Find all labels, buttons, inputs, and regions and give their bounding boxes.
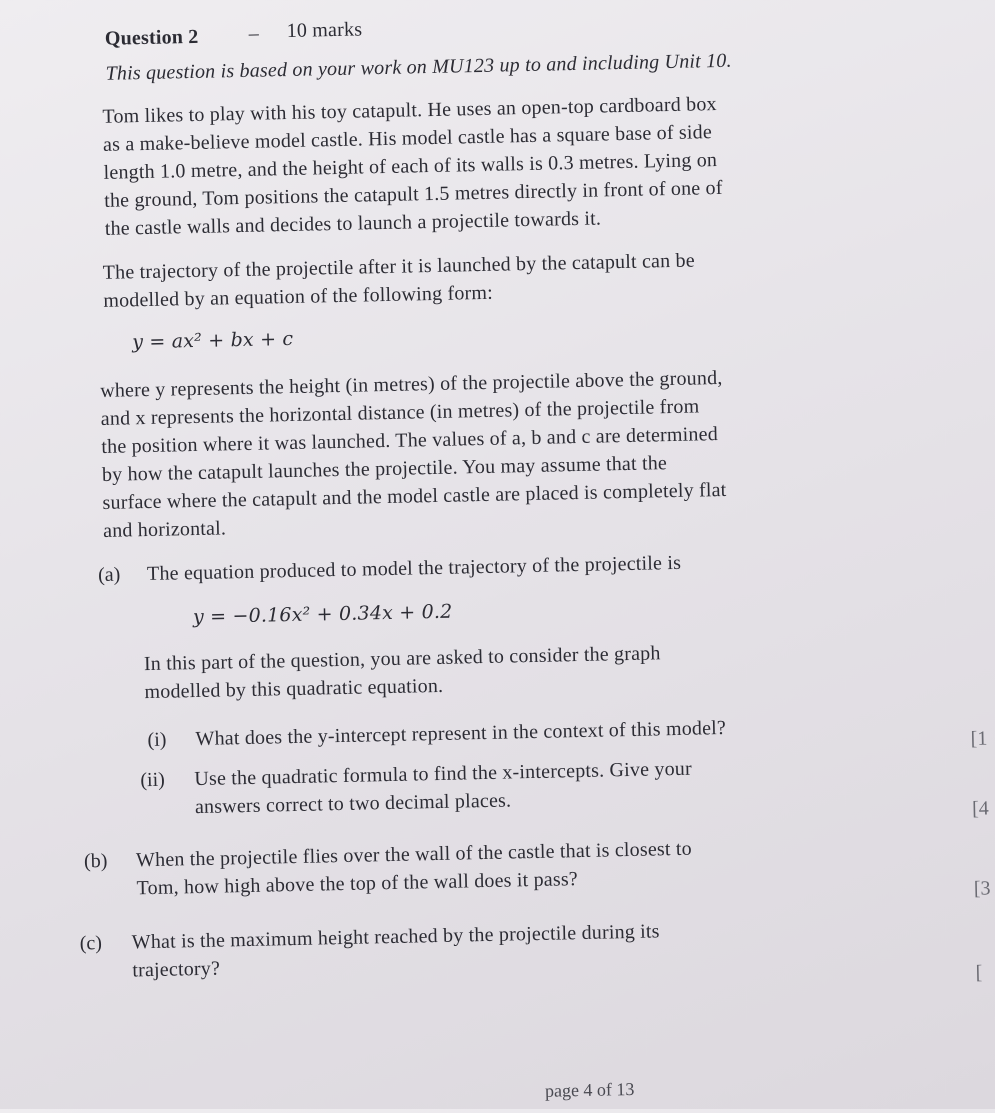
part-a-ii-line: answers correct to two decimal places. [194, 789, 512, 819]
question-title: Question 2 [104, 25, 199, 50]
para3-line: and x represents the horizontal distance (in metres) of the projectile from [100, 395, 700, 430]
part-a-ii-mark: [4 [971, 797, 990, 820]
part-c-label: (c) [79, 932, 103, 955]
part-c-line: trajectory? [132, 957, 221, 982]
para1-line: the ground, Tom positions the catapult 1.5 metres directly in front of one of [103, 176, 723, 212]
para1-line: the castle walls and decides to launch a projectile towards it. [104, 207, 602, 240]
part-a-i-mark: [1 [970, 727, 988, 750]
para3-line: and horizontal. [102, 517, 227, 542]
para2-line: The trajectory of the projectile after it is launched by the catapult can be [102, 249, 696, 284]
part-a-ii-line: Use the quadratic formula to find the x-intercepts. Give your [194, 757, 693, 791]
part-a-context-line: modelled by this quadratic equation. [144, 674, 444, 704]
general-equation: y = ax² + bx + c [131, 327, 294, 354]
para3-line: surface where the catapult and the model castle are placed is completely flat [102, 478, 727, 514]
page-number: page 4 of 13 [544, 1078, 635, 1101]
part-c-line: What is the maximum height reached by the projectile during its [131, 920, 660, 954]
part-b-mark: [3 [973, 877, 991, 900]
part-a-ii-label: (ii) [140, 768, 166, 792]
part-b-label: (b) [83, 849, 108, 873]
para3-line: the position where it was launched. The values of a, b and c are determined [101, 423, 719, 458]
para3-line: by how the catapult launches the projectile. You may assume that the [101, 452, 668, 486]
header-dash: – [248, 22, 260, 45]
para1-line: as a make-believe model castle. His model castle has a square base of side [102, 121, 713, 156]
part-c-mark: [ [975, 961, 983, 984]
para3-line: where y represents the height (in metres) of the projectile above the ground, [99, 366, 723, 402]
part-b-line: Tom, how high above the top of the wall does it pass? [136, 868, 579, 900]
part-a-equation: y = −0.16x² + 0.34x + 0.2 [192, 600, 453, 629]
para2-line: modelled by an equation of the following form: [103, 281, 494, 312]
part-a-i-text: What does the y-intercept represent in the context of this model? [195, 716, 727, 751]
part-a-label: (a) [97, 563, 121, 587]
para1-line: length 1.0 metre, and the height of each of its walls is 0.3 metres. Lying on [103, 149, 718, 184]
question-marks: 10 marks [286, 18, 363, 42]
intro-text: This question is based on your work on MU123 up to and including Unit 10. [105, 49, 732, 85]
part-b-line: When the projectile flies over the wall of the castle that is closest to [135, 837, 693, 872]
para1-line: Tom likes to play with his toy catapult. He uses an open-top cardboard box [102, 93, 717, 128]
part-a-i-label: (i) [147, 728, 167, 752]
part-a-text: The equation produced to model the trajectory of the projectile is [146, 551, 682, 586]
part-a-context-line: In this part of the question, you are asked to consider the graph [143, 642, 661, 676]
